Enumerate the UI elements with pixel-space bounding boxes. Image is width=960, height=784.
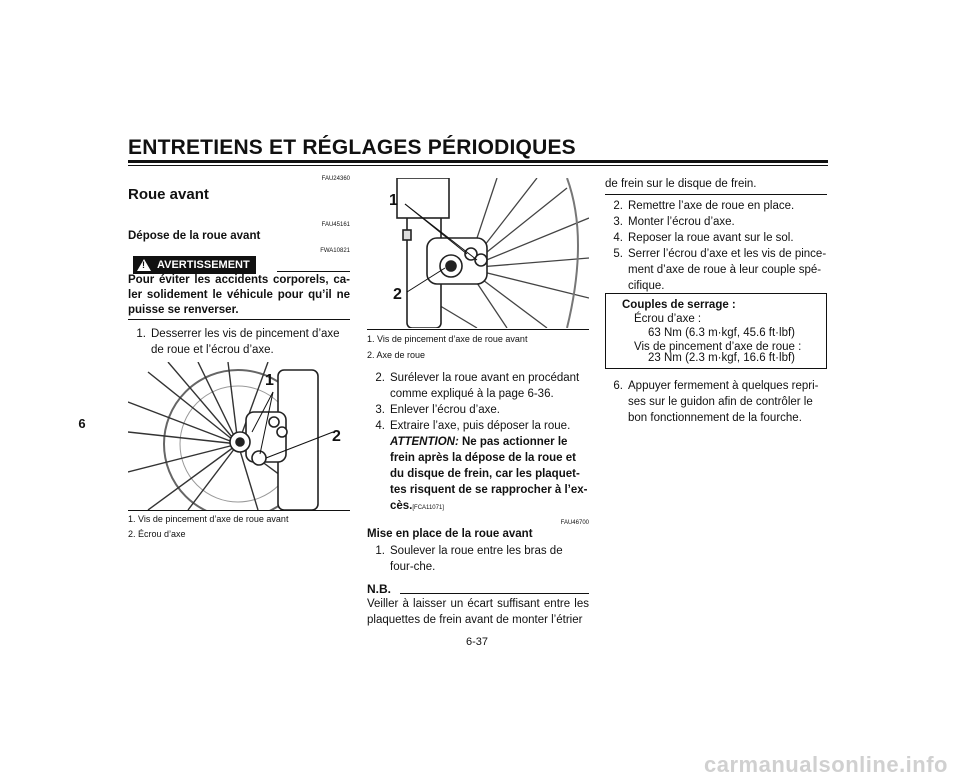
figure-callout-1: 1: [389, 192, 398, 209]
install-code: FAU46700: [560, 520, 589, 526]
section-title: Roue avant: [128, 186, 209, 203]
page-header-title: ENTRETIENS ET RÉGLAGES PÉRIODIQUES: [128, 136, 576, 159]
nb-end-rule: [605, 194, 827, 195]
warning-triangle-icon: [137, 259, 151, 271]
header-rule-thick: [128, 160, 828, 163]
torque-line-4: 23 Nm (2.3 m·kgf, 16.6 ft·lbf): [648, 352, 795, 364]
list-item: 4. Reposer la roue avant sur le sol.: [613, 232, 794, 244]
page-number: 6-37: [466, 636, 489, 648]
warning-label: AVERTISSEMENT: [157, 259, 250, 271]
warning-text: Pour éviter les accidents corporels, ca-ler solidement le véhicule pour qu’il ne puisse se renverser.: [128, 274, 350, 316]
warning-code: FWA10821: [320, 248, 350, 254]
continued-text: de frein sur le disque de frein.: [605, 178, 757, 190]
torque-line-3: Vis de pincement d’axe de roue :: [634, 341, 802, 353]
list-item: 3. Monter l’écrou d’axe.: [613, 216, 735, 228]
step-text: Desserrer les vis de pincement d’axe de roue et l’écrou d’axe.: [151, 328, 340, 356]
figure-callout-2: 2: [332, 428, 341, 445]
figure-caption-1: 1. Vis de pincement d’axe de roue avant: [367, 334, 528, 344]
install-step-6: 6. Appuyer fermement à quelques repri-ses sur le guidon afin de contrôler le bon fonctionnement de la fourche.: [613, 380, 819, 424]
nb-text: Veiller à laisser un écart suffisant entre les plaquettes de frein avant de monter l’étrier: [367, 598, 589, 626]
list-item: 4. Extraire l’axe, puis déposer la roue.: [375, 420, 571, 432]
fork-illustration-icon: [367, 178, 589, 328]
removal-step-1: [128, 326, 350, 358]
list-item: 3. Enlever l’écrou d’axe.: [375, 404, 500, 416]
warning-bottom-line: [128, 319, 350, 320]
chapter-tab: 6: [78, 416, 86, 431]
figure-wheel-axle-nut: [128, 362, 350, 510]
attention-text: Ne pas actionner le frein après la dépose de la roue et du disque de frein, car les plaquet-tes risquent de se rapprocher à l’ex-cès.: [390, 436, 588, 512]
attention-block: [367, 434, 589, 516]
torque-line-2: 63 Nm (6.3 m·kgf, 45.6 ft·lbf): [648, 327, 795, 339]
install-steps-list: [605, 198, 827, 294]
wheel-illustration-icon: [128, 362, 350, 510]
watermark: carmanualsonline.info: [704, 752, 948, 777]
figure-caption-2: 2. Écrou d’axe: [128, 529, 186, 539]
attention-code: [FCA11071]: [412, 505, 444, 511]
install-step-1: 1. Soulever la roue entre les bras de four-che.: [375, 545, 563, 573]
list-item: 2. Surélever la roue avant en procédant comme expliqué à la page 6-36.: [375, 372, 580, 400]
list-item: 2. Remettre l’axe de roue en place.: [613, 200, 795, 212]
warning-header-line: [277, 271, 350, 272]
attention-label: ATTENTION:: [390, 436, 459, 448]
list-item: 5. Serrer l’écrou d’axe et les vis de pince-ment d’axe de roue à leur couple spé-cifique.: [613, 248, 827, 292]
section-code: FAU24360: [321, 176, 350, 182]
figure-callout-2: 2: [393, 286, 402, 303]
figure-caption-2: 2. Axe de roue: [367, 350, 426, 360]
install-title: Mise en place de la roue avant: [367, 528, 533, 540]
nb-line: [400, 593, 589, 594]
torque-spec-box: [605, 293, 827, 369]
removal-steps-list: [367, 370, 589, 516]
torque-line-1: Écrou d’axe :: [634, 313, 702, 325]
figure-caption-rule: [367, 329, 589, 330]
figure-callout-1: 1: [265, 372, 274, 389]
torque-title: Couples de serrage :: [622, 299, 736, 311]
figure-caption-1: 1. Vis de pincement d’axe de roue avant: [128, 514, 289, 524]
subsection-title: Dépose de la roue avant: [128, 230, 261, 242]
nb-label: N.B.: [367, 582, 391, 596]
subsection-code: FAU45161: [321, 222, 350, 228]
figure-axle-pinch-bolt: [367, 178, 589, 328]
figure-caption-rule: [128, 510, 350, 511]
step-number: 1.: [136, 328, 146, 340]
header-rule-thin: [128, 165, 828, 166]
